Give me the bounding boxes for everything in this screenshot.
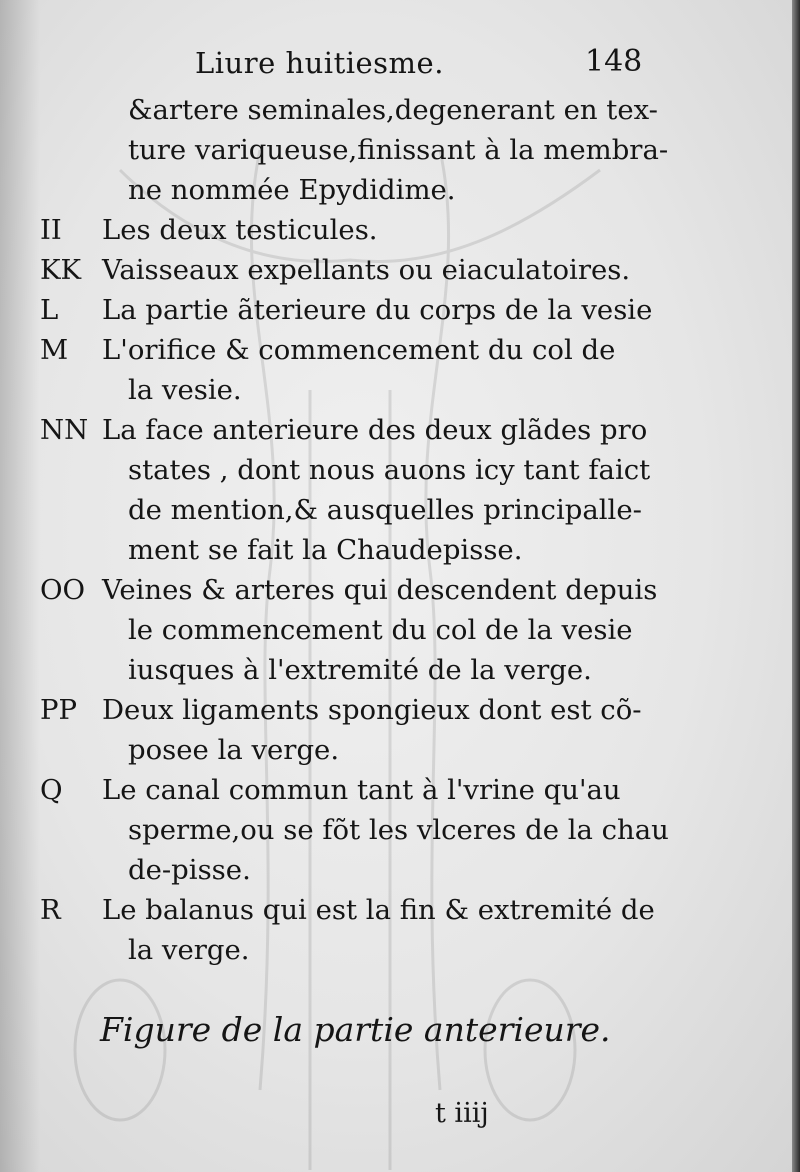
entry-text: ment se fait la Chaudepisse. [128,534,523,566]
entry-text: Veines & arteres qui descendent depuis [102,574,658,606]
text-line: ture variqueuse,finissant à la membra- [128,134,669,166]
entry-label: L [40,294,59,326]
entry-text: de mention,& ausquelles principalle- [128,494,642,526]
entry-text: Le balanus qui est la fin & extremité de [102,894,655,926]
signature-mark: t iiij [435,1098,489,1129]
entry-text: L'orifice & commencement du col de [102,334,616,366]
entry-label: II [40,214,62,246]
entry-text: Vaisseaux expellants ou eiaculatoires. [102,254,631,286]
legend-entry-Q [40,770,669,890]
legend-entry-NN [40,410,651,570]
entry-text: la vesie. [128,374,242,406]
legend-entry-R [40,890,655,970]
legend-entry-PP [40,690,640,770]
running-head [0,40,800,90]
entry-text: states , dont nous auons icy tant faict [128,454,651,486]
entry-label: NN [40,414,89,446]
entry-text: sperme,ou se fõt les vlceres de la chau [128,814,669,846]
gutter-shadow [0,0,40,1172]
entry-text: La partie ãterieure du corps de la vesie [102,294,653,326]
entry-text: Le canal commun tant à l'vrine qu'au [102,774,621,806]
entry-label: PP [40,694,78,726]
legend-entry-OO [40,570,658,690]
entry-text: iusques à l'extremité de la verge. [128,654,592,686]
text-line: &artere seminales,degenerant en tex- [128,94,658,126]
text-line: ne nommée Epydidime. [128,174,456,206]
entry-text: posee la verge. [128,734,340,766]
legend-text [40,90,669,970]
figure-caption: Figure de la partie anterieure. [100,1010,611,1049]
entry-label: M [40,334,69,366]
legend-entry-KK [40,250,640,290]
entry-text: le commencement du col de la vesie [128,614,633,646]
entry-label: KK [40,254,82,286]
entry-text: de-pisse. [128,854,251,886]
page-edge [792,0,800,1172]
entry-label: Q [40,774,63,806]
entry-text: Deux ligaments spongieux dont est cõ- [102,694,642,726]
entry-label: R [40,894,61,926]
entry-text: Les deux testicules. [102,214,378,246]
legend-entry-L [40,290,653,330]
entry-text: La face anterieure des deux glãdes pro [102,414,648,446]
page-number: 148 [585,44,643,79]
entry-text: la verge. [128,934,250,966]
legend-entry-II [40,210,640,250]
entry-label: OO [40,574,86,606]
running-title: Liure huitiesme. [195,46,444,80]
legend-entry-M [40,330,640,410]
